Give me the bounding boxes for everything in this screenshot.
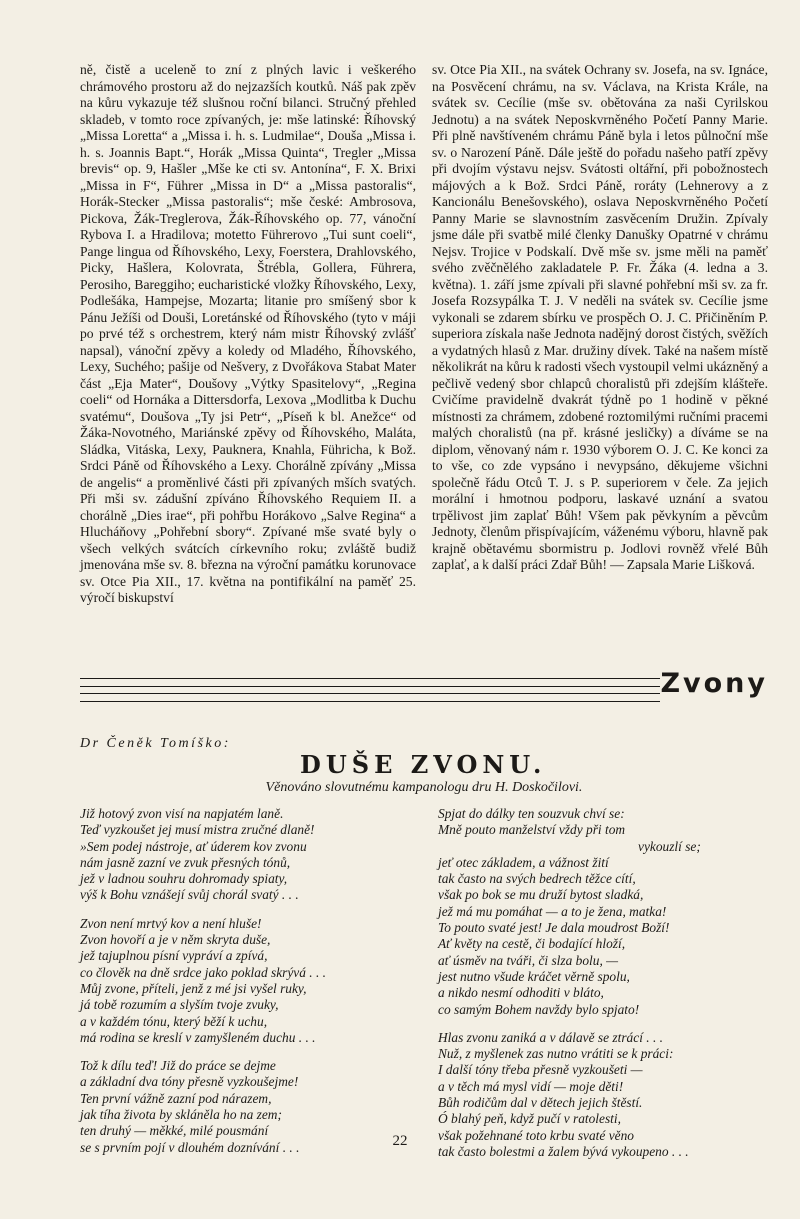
rule-line	[80, 701, 660, 702]
stanza	[438, 806, 768, 1018]
verse-line: Spjat do dálky ten souzvuk chví se:	[438, 806, 625, 821]
verse-line: Ó blahý peň, když pučí v ratolesti,	[438, 1111, 621, 1127]
stanza	[80, 806, 420, 904]
rule-line	[80, 686, 660, 687]
verse-line: Teď vyzkoušet jej musí mistra zručné dlaně!	[80, 822, 315, 838]
verse-line: Zvon není mrtvý kov a není hluše!	[80, 915, 262, 931]
poem-title: DUŠE ZVONU.	[300, 750, 547, 779]
verse-line: »Sem podej nástroje, ať úderem kov zvonu	[80, 838, 307, 854]
verse-line: co samým Bohem navždy bylo spjato!	[438, 1001, 640, 1017]
verse-line: co člověk na dně srdce jako poklad skrývá . . .	[80, 964, 327, 980]
verse-line: jest nutno všude kráčet věrně spolu,	[438, 968, 630, 984]
verse-line: Ten první vážně zazní pod nárazem,	[80, 1090, 272, 1106]
verse-line: se s prvním pojí v dlouhém doznívání . . .	[80, 1139, 300, 1155]
verse-line: nám jasně zazní ve zvuk přesných tónů,	[80, 854, 291, 870]
verse-line: ať úsměv na tváři, či slza bolu, —	[438, 952, 619, 968]
verse-line: Tož k dílu teď! Již do práce se dejme	[80, 1058, 276, 1074]
article-columns	[80, 62, 768, 607]
verse-line: jež v ladnou souhru dohromady spiaty,	[80, 871, 288, 887]
verse-line: výš k Bohu vznášejí svůj chorál svatý . . .	[80, 887, 299, 903]
verse-line: však po bok se mu druží bytost sladká,	[438, 887, 644, 903]
verse-line: jeť otec základem, a vážnost žití	[438, 854, 609, 870]
rule-line	[80, 693, 660, 694]
verse-line: a v těch má mysl vidí — moje děti!	[438, 1078, 624, 1094]
verse-line: jež tajuplnou písní vypráví a zpívá,	[80, 948, 268, 964]
verse-line: To pouto svaté jest! Je dala moudrost Boží!	[438, 920, 670, 936]
verse-line: tak často na svých bedrech těžce cítí,	[438, 871, 636, 887]
verse-line: a v každém tónu, který běží k uchu,	[80, 1013, 268, 1029]
article-paragraph: sv. Otce Pia XII., na svátek Ochrany sv. Josefa, na sv. Ignáce, na Posvěcení chrámu, na sv. Václava, na Krista Krále, na svátek sv. Cecílie (mše sv. obětována za naši Cyrilskou Jednotu) a na svátek Neposkvrněného Početí Panny Marie. Při plně navštíveném chrámu Páně byla i letos půlnoční mše sv. o Narození Páně. Dále ještě do pořadu našeho patří zpěvy při dvojím výstavu nejsv. Svátosti oltářní, při pobožnostech májových a k Bož. Srdci Páně, roráty (Lehnerovy a z Kancionálu Benešovského), oslava Neposkvrněného Početí Panny Marie se slavnostním zasvěcením Družin. Zpívaly jsme dále při svatbě milé členky Danušky Opatrné v chrámu Nejsv. Trojice v Podskalí. Dvě mše sv. jsme měli na paměť svého zvěčnělého zakladatele P. Fr. Žáka (4. ledna a 3. května). 1. září jsme zpívali při slavné pohřební mši sv. za fr. Josefa Rozsypálka T. J. V neděli na svátek sv. Cecílie jsme vykonali se zdarem sbírku ve prospěch O. J. C. Přičiněním P. superiora získala naše Jednota nadějný dorost čistých, svěžích a vydatných hlasů z Mar. družiny dívek. Také na našem místě několikrát na kůru k radosti všech vystoupil velmi ukázněný a pečlivě vedený sbor chlapců choralistů při zdejším klášteře. Cvičíme pravidelně dvakrát týdně po 1 hodině v pěkné místnosti za chrámem, zdobené roztomilými ručními pracemi malých choralistů (na př. krásné jesličky) a díváme se na diplom, věnovaný nám r. 1930 výborem O. J. C. Ke konci za to vše, co zde vypsáno i nevypsáno, děkujeme všichni společně řádu Otců T. J. s P. superiorem v čele. Za jejich morální i hmotnou podporu, laskavé uznání a svatou trpělivost jim zaplať Bůh! Všem pak pěvkyním a pěvcům Jednoty, členům přispívajícím, váženému výboru, hlavně pak krajně obětavému sbormistru p. Jodlovi rovněž vřelé Bůh zaplať, a k další práci Zdař Bůh! — Zapsala Marie Lišková.	[432, 62, 768, 572]
verse-line: Bůh rodičům dal v dětech jejich štěstí.	[438, 1095, 643, 1111]
page-number: 22	[392, 1133, 408, 1149]
section-title: Zvony	[660, 668, 768, 699]
verse-line: Nuž, z myšlenek zas nutno vrátiti se k práci:	[438, 1046, 674, 1062]
verse-line: a základní dva tóny přesně vyzkoušejme!	[80, 1074, 299, 1090]
poem-dedication: Věnováno slovutnému kampanologu dru H. Doskočilovi.	[265, 780, 583, 795]
verse-line: I další tóny třeba přesně vyzkoušeti —	[438, 1062, 643, 1078]
article-paragraph: ně, čistě a uceleně to zní z plných lavic i veškerého chrámového prostoru až do nejzazších koutků. Náš pak zpěv na kůru vykazuje též slušnou roční bilanci. Stručný přehled skladeb, v tomto roce zpívaných, je: mše latinské: Říhovský „Missa Loretta“ a „Missa i. h. s. Ludmilae“, Douša „Missa i. h. s. Joannis Bapt.“, Horák „Missa Quinta“, Tregler „Missa brevis“ op. 9, Hašler „Mše ke cti sv. Antonína“, F. X. Brixi „Missa in F“, Führer „Missa in D“ a „Missa pastoralis“, Horák-Stecker „Missa pastoralis“; mše české: Ambrosova, Pickova, Žák-Treglerova, Žák-Říhovského op. 77, vánoční Rybova I. a Hradilova; motetto Führerovo „Tui sunt coeli“, Pange lingua od Říhovského, Lexy, Foerstera, Drahlovského, Picky, Hašlera, Kolovrata, Štrébla, Gollera, Führera, Perosiho, Bareggiho; eucharistické vložky Říhovského, Lexy, Podlešáka, Hampejse, Mozarta; litanie pro smíšený sbor k Pánu Ježíši od Douši, Loretánské od Říhovského (tyto v máji po prvé též s orchestrem, který nám mistr Říhovský zvlášť napsal), vánoční zpěvy a koledy od Mladého, Říhovského, Lexy, Suchého; pašije od Nešvery, z Dvořákova Stabat Mater část „Eja Mater“, Doušovy „Výtky Spasitelovy“, „Regina coeli“ od Hornáka a Dittersdorfa, Lexova „Modlitba k Duchu svatému“, Doušova „Ty jsi Petr“, „Píseň k bl. Anežce“ od Žáka-Novotného, Mariánské zpěvy od Říhovského, Maláta, Sládka, Vitáska, Lexy, Pauknera, Knahla, Führicha, k Bož. Srdci Páně od Říhovského a Lexy. Chorálně zpívány „Missa de angelis“ a proměnlivé části při zpívaných mších svatých. Při mši sv. zádušní zpíváno Říhovského Requiem II. a chorálně „Dies irae“, při pohřbu Horákovo „Salve Regina“ a Hlucháňovy „Pohřební sbory“. Zpívané mše svaté byly o všech velkých svátcích církevního roku; zvláště budiž jmenována mše sv. 8. března na výroční památku korunovace sv. Otce Pia XII., 17. května na pontifikální na paměť 25. výročí biskupství	[80, 62, 416, 605]
verse-line: vykouzlí se;	[638, 838, 701, 854]
verse-line: jež má mu pomáhat — a to je žena, matka!	[438, 903, 667, 919]
stanza	[80, 916, 420, 1046]
rule-line	[80, 678, 660, 679]
verse-line: Můj zvone, příteli, jenž z mé jsi vyšel ruky,	[80, 980, 307, 996]
verse-line: a nikdo nesmí odhoditi v bláto,	[438, 985, 604, 1001]
verse-line: má rodina se kreslí v zamyšleném duchu . . .	[80, 1029, 316, 1045]
verse-line: tak často bolestmi a žalem bývá vykoupeno . . .	[438, 1143, 689, 1159]
poem-right-column	[438, 806, 768, 1172]
verse-line: Již hotový zvon visí na napjatém laně.	[80, 806, 284, 821]
article-right-column	[432, 62, 768, 607]
verse-line: Hlas zvonu zaniká a v dálavě se ztrácí . . .	[438, 1029, 664, 1045]
poem-body	[80, 806, 768, 1172]
section-header	[80, 670, 768, 710]
poem-author: Dr Čeněk Tomíško:	[80, 736, 231, 751]
verse-line: Zvon hovoří a je v něm skryta duše,	[80, 932, 271, 948]
poem-left-column	[80, 806, 420, 1172]
verse-line: jak tíha života by skláněla ho na zem;	[80, 1107, 282, 1123]
verse-line: Ať květy na cestě, či bodající hloží,	[438, 936, 626, 952]
verse-line: však požehnané toto krbu svaté věno	[438, 1127, 634, 1143]
article-left-column	[80, 62, 416, 607]
section-rules	[80, 678, 660, 702]
verse-line: Mně pouto manželství vždy při tom	[438, 822, 626, 838]
verse-line: já tobě rozumím a slyším tvoje zvuky,	[80, 997, 279, 1013]
verse-line: ten druhý — měkké, milé pousmání	[80, 1123, 269, 1139]
